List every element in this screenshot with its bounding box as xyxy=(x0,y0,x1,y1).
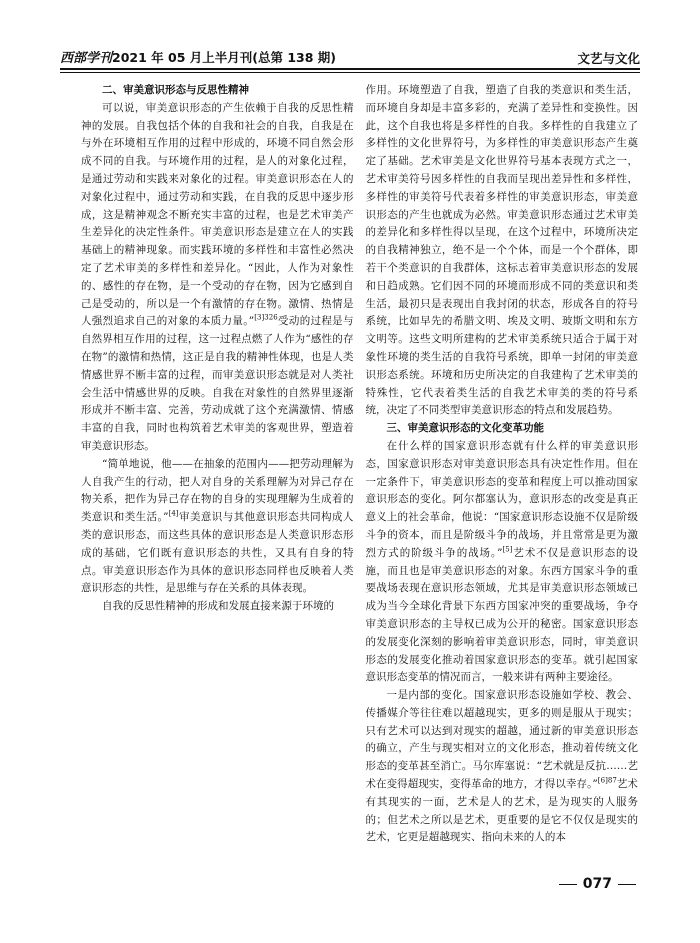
paragraph-text-continued: 艺术不仅是意识形态的设施，而且也是审美意识形态的对象。东西方国家斗争的重要战场表现在意识形态领域，尤其是审美意识形态领域已成为当今全球化背景下东西方国家冲突的重要战场，争夺审美意识形态的主导权已成为公开的秘密。国家意识形态的发展变化深刻的影响着审美意识形态，同时，审美意识形态的发展变化推动着国家意识形态的变革。就引起国家意识形态变革的情况而言，一般来讲有两种主要途径。 xyxy=(365,546,638,684)
paragraph-text: “简单地说，他——在抽象的范围内——把劳动理解为人自我产生的行动，把人对自身的关系理解为对异己存在物关系，把作为异己存在物的自身的实现理解为生成着的类意识和类生活。” xyxy=(81,457,354,524)
issue-info: 2021 年 05 月上半月刊(总第 138 期) xyxy=(112,50,336,65)
section-heading: 二、审美意识形态与反思性精神 xyxy=(102,84,249,96)
header-rule-thin xyxy=(60,72,640,73)
header-left xyxy=(60,51,336,66)
folio-dash-right xyxy=(618,884,636,885)
paragraph xyxy=(366,82,639,420)
page-footer xyxy=(559,874,636,894)
folio-dash-left xyxy=(559,884,577,885)
citation-marker: [3]326 xyxy=(254,313,278,322)
paragraph-text: 在什么样的国家意识形态就有什么样的审美意识形态，国家意识形态对审美意识形态具有决定性作用。但在一定条件下，审美意识形态的变革和程度上可以推动国家意识形态的变化。阿尔都塞认为，意识形态的改变是真正意义上的社会革命，他说：“国家意识形态设施不仅是阶级斗争的资本，而且是阶级斗争的战场，并且常常是更为激烈方式的阶级斗争的战场。” xyxy=(365,439,638,559)
section-heading: 三、审美意识形态的文化变革功能 xyxy=(386,422,544,435)
paragraph xyxy=(81,100,354,456)
paragraph-text-continued: 受动的过程是与自然界相互作用的过程，这一过程点燃了人作为“感性的存在物”的激情和热情，这正是自我的精神性体现，也是人类情感世界不断丰富的过程，而审美意识形态就是对人类社会生活中情感世界的反映。自我在对象性的自然界里逐渐形成并不断丰富、完善，劳动成就了这个充满激情、情感丰富的自我，同时也构筑着艺术审美的客观世界，塑造着审美意识形态。 xyxy=(81,315,354,452)
citation-marker: [5] xyxy=(502,545,513,554)
section-name: 文艺与文化 xyxy=(577,51,640,66)
right-column xyxy=(366,82,639,892)
page-number: 077 xyxy=(582,876,612,892)
article-body xyxy=(81,82,638,892)
paragraph xyxy=(81,456,354,598)
header-rule-thick xyxy=(60,68,640,70)
paragraph xyxy=(366,438,639,687)
journal-name: 西部学刊 xyxy=(60,51,113,66)
paragraph-text: 一是内部的变化。国家意识形态设施如学校、教会、传播媒介等往往难以超越现实，更多的则是服从于现实；只有艺术可以达到对现实的超越，通过新的审美意识形态的确立，产生与现实相对立的文化形态，推动着传统文化形态的变革甚至消亡。马尔库塞说：“艺术就是反抗……艺术在变得超现实，变得革命的地方，才得以幸存。” xyxy=(365,689,638,791)
citation-marker: [6]87 xyxy=(597,776,617,785)
paragraph xyxy=(366,687,639,847)
paragraph-text: 自我的反思性精神的形成和发展直接来源于环境的 xyxy=(102,600,335,613)
running-header xyxy=(60,44,640,66)
paragraph-text: 作用。环境塑造了自我，塑造了自我的类意识和类生活，而环境自身却是丰富多彩的，充满了差异性和变换性。因此，这个自我也将是多样性的自我。多样性的自我建立了多样性的文化世界符号，为多样性的审美意识形态产生奠定了基础。艺术审美是文化世界符号基本表现方式之一，艺术审美符号因多样性的自我而呈现出差异性和多样性，多样性的审美符号代表着多样性的审美意识形态，审美意识形态的产生也就成为必然。审美意识形态通过艺术审美的差异化和多样性得以呈现，在这个过程中，环境所决定的自我精神独立，绝不是一个个体，而是一个个群体，即若干个类意识的自我群体，这标志着审美意识形态的发展和日趋成熟。它们因不同的环境而形成不同的类意识和类生活，最初只是表现出自我封闭的状态，形成各自的符号系统，比如早先的希腊文明、埃及文明、玻斯文明和东方文明等。这些文明所建构的艺术审美系统只适合于属于对象性环境的类生活的自我符号系统，即单一封闭的审美意识形态系统。环境和历史所决定的自我建构了艺术审美的特殊性，它代表着类生活的自我艺术审美的类的符号系统，决定了不同类型审美意识形态的特点和发展趋势。 xyxy=(365,84,638,417)
left-column xyxy=(81,82,354,892)
paragraph-text-continued: 审美意识与其他意识形态共同构成人类的意识形态，而这些具体的意识形态是人类意识形态形成的基础，它们既有意识形态的共性，又具有自身的特点。审美意识形态作为具体的意识形态同样也反映着人类意识形态的共性，是思维与存在关系的具体表现。 xyxy=(81,511,354,595)
paragraph xyxy=(81,598,354,616)
paragraph-text-continued: 艺术有其现实的一面，艺术是人的艺术，是为现实的人服务的；但艺术之所以是艺术，更重要的是它不仅仅是现实的艺术，它更是超越现实、指向未来的人的本 xyxy=(365,778,638,844)
citation-marker: [4] xyxy=(168,509,179,518)
paragraph-text: 可以说，审美意识形态的产生依赖于自我的反思性精神的发展。自我包括个体的自我和社会的自我，自我是在与外在环境相互作用的过程中形成的，环境不同自然会形成不同的自我。与环境作用的过程，是人的对象化过程，是通过劳动和实践来对象化的过程。审美意识形态在人的对象化过程中，通过劳动和实践，在自我的反思中逐步形成，这是精神观念不断充实丰富的过程，也是艺术审美产生差异化的决定性条件。审美意识形态是建立在人的实践基础上的精神现象。而实践环境的多样性和丰富性必然决定了艺术审美的多样性和差异化。“因此，人作为对象性的、感性的存在物，是一个受动的存在物，因为它感到自己是受动的，所以是一个有激情的存在物。激情、热情是人强烈追求自己的对象的本质力量。” xyxy=(81,101,354,328)
